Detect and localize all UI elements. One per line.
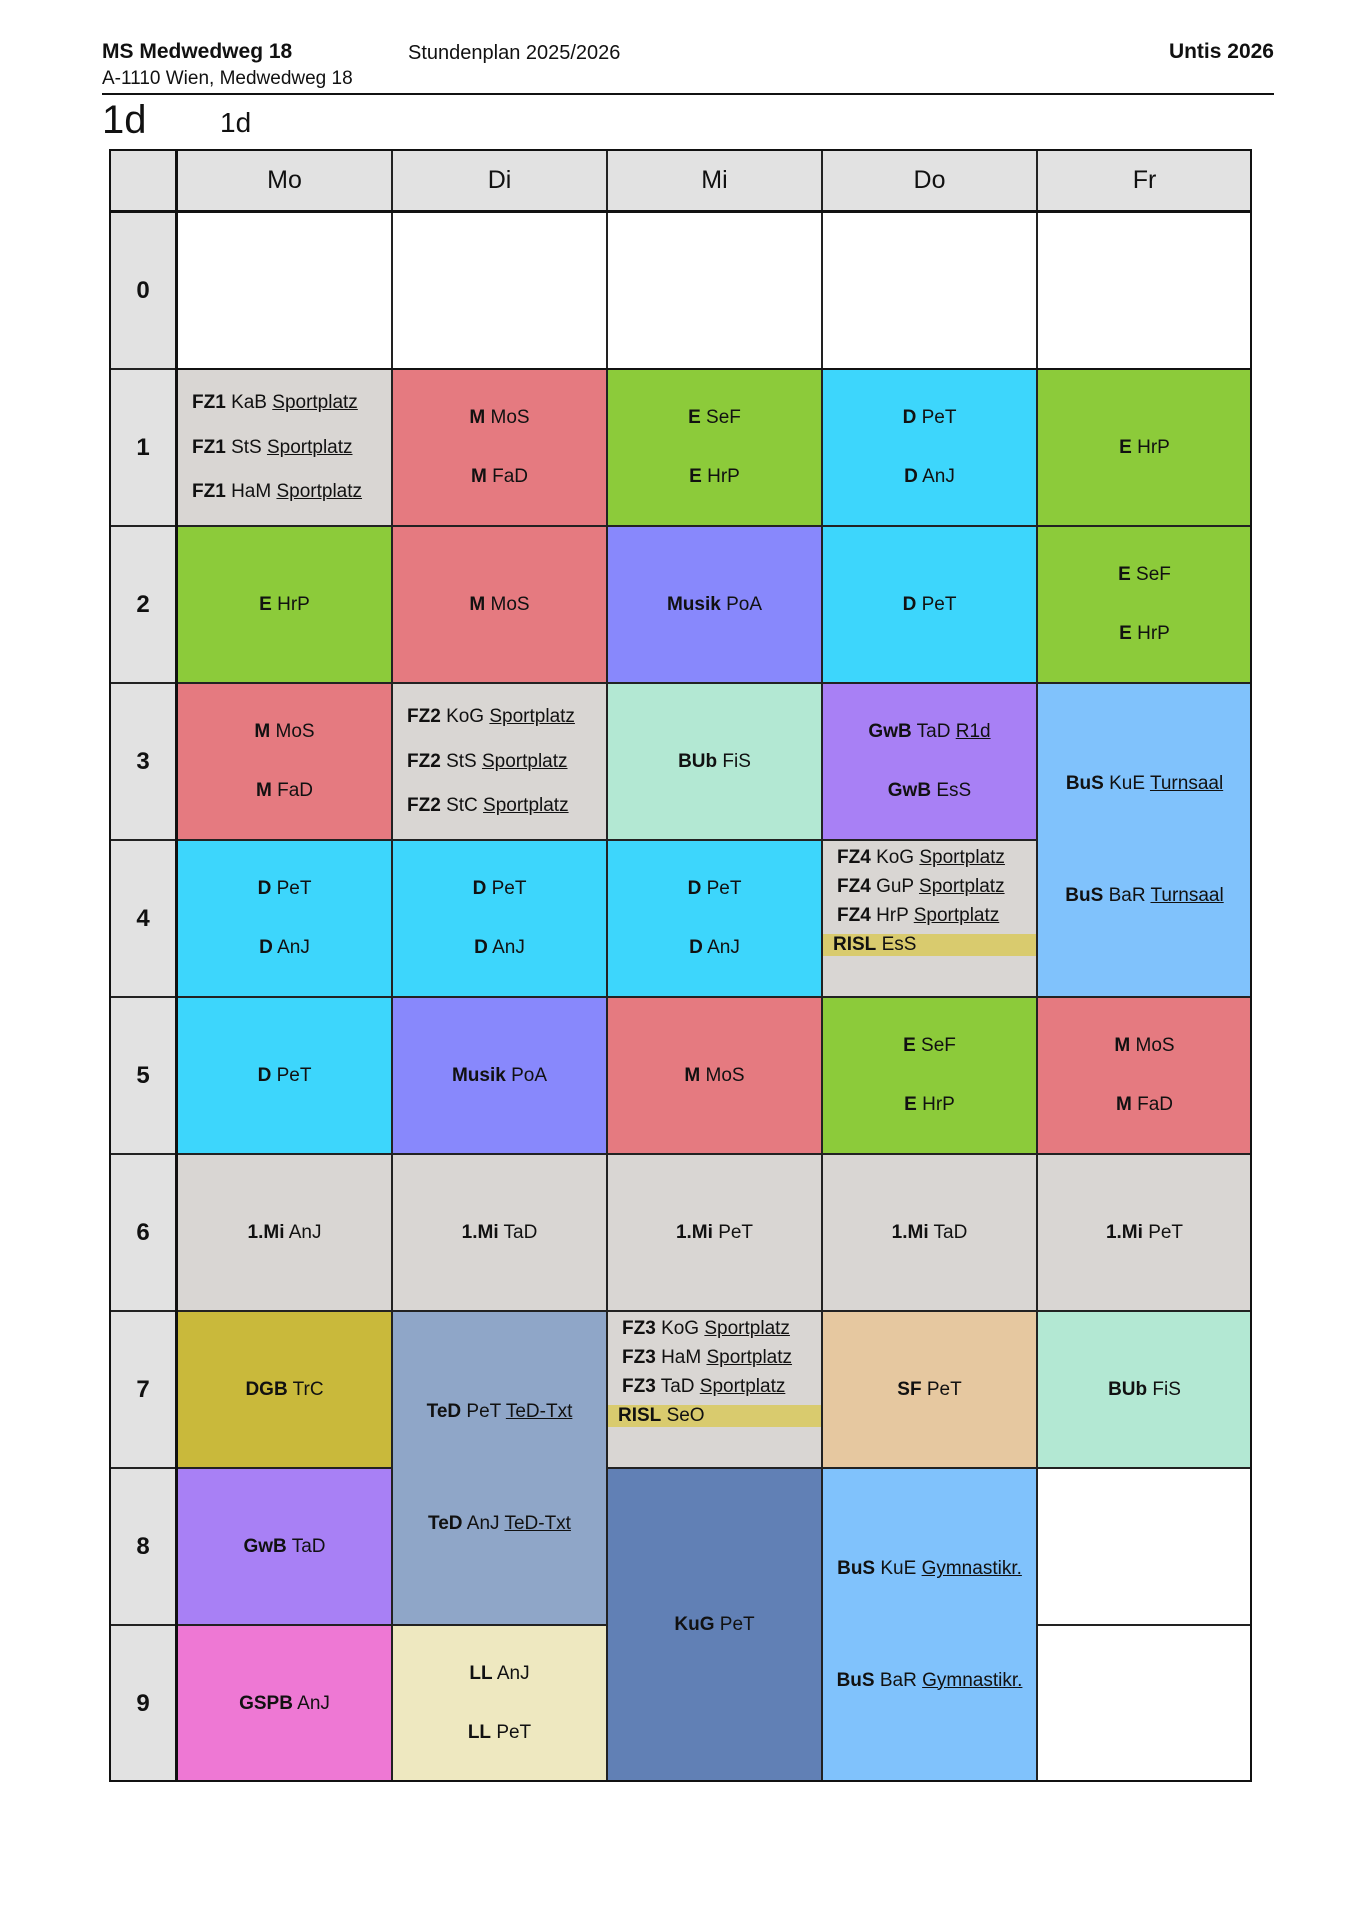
teacher-code: AnJ: [922, 466, 955, 487]
teacher-code: StS: [446, 750, 477, 772]
lesson-entry: [471, 466, 528, 488]
subject-code: SF: [897, 1378, 922, 1400]
room-link[interactable]: Turnsaal: [1149, 773, 1224, 795]
lesson-entry: [837, 876, 1005, 898]
subject-code: D: [902, 593, 917, 615]
school-address: A-1110 Wien, Medwedweg 18: [102, 68, 353, 89]
lesson-entry: [469, 594, 529, 616]
teacher-code: HaM: [231, 480, 272, 502]
teacher-code: GuP: [876, 876, 914, 897]
teacher-code: PeT: [466, 1401, 501, 1423]
empty-slot: [607, 212, 822, 369]
grid-corner: [109, 149, 177, 212]
lesson-entry: [239, 1693, 330, 1715]
subject-code: RISL: [833, 934, 877, 955]
subject-code: FZ4: [837, 905, 871, 926]
subject-code: D: [902, 407, 917, 428]
room-link[interactable]: Sportplatz: [704, 1318, 790, 1339]
lesson-entry: [897, 1379, 961, 1401]
lesson-cell: [177, 1154, 392, 1311]
subject-code: FZ3: [622, 1376, 656, 1397]
teacher-code: PeT: [921, 593, 957, 615]
lesson-entry: [407, 795, 569, 817]
lesson-entry: [1114, 1035, 1174, 1057]
teacher-code: AnJ: [492, 937, 525, 958]
lesson-entry: [1119, 623, 1170, 645]
lesson-entry: [868, 721, 990, 743]
teacher-code: AnJ: [277, 937, 310, 958]
class-title: 1d: [102, 98, 147, 142]
lesson-cell: [177, 997, 392, 1154]
subject-code: FZ1: [192, 392, 226, 414]
teacher-code: PoA: [726, 593, 763, 615]
lesson-cell: [392, 1154, 607, 1311]
lesson-entry: [689, 466, 740, 488]
teacher-code: AnJ: [496, 1663, 530, 1684]
lesson-entry: [469, 1663, 529, 1685]
subject-code: BUb: [1108, 1378, 1148, 1400]
lesson-entry: [259, 937, 310, 959]
teacher-code: AnJ: [297, 1692, 330, 1714]
subject-code: 1.Mi: [891, 1221, 929, 1243]
teacher-code: FiS: [1152, 1378, 1181, 1400]
empty-slot: [1037, 1468, 1252, 1625]
lesson-entry: [667, 594, 762, 616]
lesson-entry: [256, 780, 313, 802]
lesson-cell: [607, 683, 822, 840]
teacher-code: AnJ: [288, 1221, 322, 1243]
subject-code: TeD: [426, 1401, 462, 1423]
subject-code: GSPB: [239, 1692, 293, 1714]
teacher-code: PeT: [491, 878, 527, 899]
subject-code: 1.Mi: [675, 1221, 713, 1243]
teacher-code: PoA: [511, 1064, 548, 1086]
lesson-cell: [607, 526, 822, 683]
lesson-cell: [607, 840, 822, 997]
room-link[interactable]: Sportplatz: [276, 480, 363, 502]
teacher-code: AnJ: [707, 937, 740, 958]
lesson-entry: [192, 392, 358, 414]
lesson-entry: [674, 1614, 754, 1636]
teacher-code: TaD: [933, 1221, 968, 1243]
lesson-cell: [177, 526, 392, 683]
teacher-code: SeF: [706, 407, 741, 428]
subject-code: M: [254, 721, 271, 742]
subject-code: Musik: [451, 1064, 506, 1086]
lesson-cell: [1037, 997, 1252, 1154]
subject-code: D: [472, 878, 487, 899]
subject-code: LL: [469, 1663, 493, 1684]
subject-code: D: [687, 878, 702, 899]
lesson-cell: [607, 369, 822, 526]
room-link[interactable]: Sportplatz: [266, 436, 353, 458]
subject-code: BuS: [1065, 773, 1104, 795]
teacher-code: AnJ: [466, 1512, 500, 1534]
subject-code: Musik: [666, 593, 721, 615]
lesson-cell: [1037, 683, 1252, 997]
lesson-cell: [177, 1311, 392, 1468]
lesson-cell: [822, 369, 1037, 526]
subject-code: 1.Mi: [461, 1221, 499, 1243]
subject-code: FZ3: [622, 1318, 656, 1339]
lesson-entry: [622, 1347, 792, 1369]
lesson-entry: [684, 1065, 744, 1087]
lesson-entry: [428, 1513, 571, 1535]
lesson-cell: [392, 369, 607, 526]
teacher-code: SeF: [1136, 564, 1171, 585]
teacher-code: SeF: [921, 1035, 956, 1056]
teacher-code: PeT: [926, 1378, 962, 1400]
teacher-code: FaD: [1137, 1094, 1173, 1115]
subject-code: BUb: [678, 750, 718, 772]
teacher-code: KoG: [876, 847, 915, 868]
lesson-cell: [1037, 369, 1252, 526]
lesson-entry: [427, 1401, 573, 1423]
room-link[interactable]: Sportplatz: [699, 1376, 786, 1397]
lesson-entry: [407, 751, 568, 773]
teacher-code: KoG: [446, 706, 485, 728]
teacher-code: KuE: [880, 1558, 917, 1580]
subject-code: RISL: [618, 1405, 662, 1426]
lesson-entry: [892, 1222, 968, 1244]
subject-code: D: [689, 937, 703, 958]
lesson-entry: [462, 1222, 538, 1244]
teacher-code: FiS: [722, 750, 751, 772]
teacher-code: TaD: [291, 1535, 326, 1557]
lesson-entry: [243, 1536, 325, 1558]
lesson-entry: [259, 594, 310, 616]
lesson-entry: [689, 937, 740, 959]
teacher-code: BaR: [1108, 884, 1146, 906]
teacher-code: MoS: [275, 721, 315, 742]
lesson-cell: [177, 683, 392, 840]
lesson-cell: [177, 1625, 392, 1782]
school-name: MS Medwedweg 18: [102, 40, 293, 63]
lesson-entry: [837, 847, 1005, 869]
room-link[interactable]: Sportplatz: [913, 905, 1000, 926]
lesson-cell: [392, 683, 607, 840]
teacher-code: EsS: [881, 934, 917, 955]
lesson-entry: [837, 1558, 1022, 1580]
teacher-code: KaB: [231, 392, 267, 414]
teacher-code: HrP: [707, 466, 740, 487]
lesson-cell: [607, 1311, 822, 1468]
software-label: Untis 2026: [1168, 40, 1274, 63]
lesson-entry: [248, 1222, 322, 1244]
room-link[interactable]: Sportplatz: [489, 706, 575, 728]
lesson-entry: [688, 407, 741, 429]
lesson-entry: [469, 407, 529, 429]
period-header-3: 3: [109, 683, 177, 840]
room-link[interactable]: Sportplatz: [919, 847, 1005, 868]
lesson-cell: [392, 840, 607, 997]
subject-code: DGB: [245, 1378, 288, 1400]
lesson-cell: [607, 997, 822, 1154]
subject-code: BuS: [836, 1669, 875, 1691]
lesson-entry: [1106, 1222, 1183, 1244]
subject-code: FZ2: [407, 706, 441, 728]
lesson-entry: [1119, 437, 1170, 459]
teacher-code: StS: [231, 436, 262, 458]
subject-code: 1.Mi: [247, 1221, 285, 1243]
lesson-cell: [392, 1625, 607, 1782]
lesson-entry: [888, 780, 971, 802]
lesson-entry: [1066, 773, 1223, 795]
teacher-code: TrC: [292, 1378, 324, 1400]
lesson-entry: [688, 878, 742, 900]
lesson-cell: [392, 1311, 607, 1625]
class-subtitle: 1d: [220, 107, 252, 138]
empty-slot: [1037, 1625, 1252, 1782]
subject-code: GwB: [887, 780, 932, 801]
period-header-5: 5: [109, 997, 177, 1154]
teacher-code: PeT: [719, 1614, 755, 1635]
subject-code: KuG: [674, 1614, 715, 1635]
lesson-entry: [1108, 1379, 1181, 1401]
teacher-code: StC: [446, 794, 478, 816]
subject-code: TeD: [428, 1512, 463, 1534]
lesson-entry: [903, 594, 957, 616]
teacher-code: HaM: [661, 1347, 702, 1368]
subject-code: E: [904, 1094, 917, 1115]
subject-code: E: [259, 593, 272, 615]
header-row-separator: [109, 210, 1252, 213]
lesson-cell: [1037, 1154, 1252, 1311]
teacher-code: PeT: [921, 407, 957, 428]
lesson-cell: [822, 997, 1037, 1154]
teacher-code: FaD: [277, 780, 313, 801]
lesson-entry: [903, 407, 957, 429]
subject-code: LL: [467, 1722, 492, 1743]
room-link[interactable]: Sportplatz: [483, 794, 569, 816]
lesson-entry: [622, 1376, 785, 1398]
room-link[interactable]: Sportplatz: [272, 392, 358, 414]
lesson-entry: [678, 751, 751, 773]
empty-slot: [392, 212, 607, 369]
lesson-entry: [254, 721, 314, 743]
subject-code: FZ2: [407, 794, 441, 816]
subject-code: 1.Mi: [1105, 1221, 1143, 1243]
teacher-code: PeT: [1148, 1221, 1184, 1243]
lesson-entry: [245, 1379, 323, 1401]
lesson-cell: [822, 1468, 1037, 1782]
lesson-entry: [474, 937, 525, 959]
period-header-9: 9: [109, 1625, 177, 1782]
teacher-code: HrP: [922, 1094, 955, 1115]
lesson-entry: [452, 1065, 547, 1087]
subject-code: GwB: [868, 721, 912, 742]
day-header-do: Do: [822, 149, 1037, 212]
subject-code: E: [1119, 623, 1132, 644]
subject-code: D: [257, 1064, 272, 1086]
room-link[interactable]: Gymnastikr.: [921, 1558, 1022, 1580]
day-header-mi: Mi: [607, 149, 822, 212]
teacher-code: SeO: [666, 1405, 705, 1426]
teacher-code: FaD: [492, 466, 528, 487]
teacher-code: HrP: [1137, 623, 1170, 644]
lesson-cell: [177, 369, 392, 526]
subject-code: E: [688, 407, 701, 428]
lesson-cell: [607, 1468, 822, 1782]
empty-slot: [1037, 212, 1252, 369]
teacher-code: KoG: [661, 1318, 700, 1339]
teacher-code: HrP: [1137, 436, 1170, 458]
teacher-code: TaD: [660, 1376, 695, 1397]
header-divider: [102, 93, 1274, 95]
lesson-cell: [822, 1154, 1037, 1311]
period-header-1: 1: [109, 369, 177, 526]
teacher-code: TaD: [503, 1221, 538, 1243]
lesson-entry: [192, 437, 353, 459]
room-link[interactable]: Turnsaal: [1150, 884, 1224, 906]
period-header-2: 2: [109, 526, 177, 683]
document-title: Stundenplan 2025/2026: [408, 42, 621, 64]
teacher-code: MoS: [705, 1064, 745, 1086]
period-header-0: 0: [109, 212, 177, 369]
subject-code: M: [684, 1064, 701, 1086]
teacher-code: EsS: [936, 780, 972, 801]
period-header-7: 7: [109, 1311, 177, 1468]
room-link[interactable]: Gymnastikr.: [922, 1669, 1023, 1691]
subject-code: E: [1118, 564, 1131, 585]
subject-code: D: [257, 878, 272, 899]
lesson-cell: [1037, 526, 1252, 683]
subject-code: BuS: [837, 1558, 876, 1580]
subject-code: M: [255, 780, 272, 801]
lesson-entry: [192, 481, 362, 503]
period-zero-separator: [177, 368, 1252, 370]
teacher-code: MoS: [490, 593, 530, 615]
lesson-cell: [607, 1154, 822, 1311]
subject-code: M: [1114, 1035, 1131, 1056]
lesson-entry: [837, 1670, 1023, 1692]
teacher-code: MoS: [1135, 1035, 1175, 1056]
teacher-code: PeT: [276, 1064, 312, 1086]
room-link[interactable]: R1d: [955, 721, 991, 742]
lesson-cell: [822, 1311, 1037, 1468]
lesson-cell: [822, 683, 1037, 840]
period-header-4: 4: [109, 840, 177, 997]
subject-code: D: [474, 937, 488, 958]
subject-code: FZ4: [837, 876, 871, 897]
day-header-di: Di: [392, 149, 607, 212]
lesson-cell: [177, 1468, 392, 1625]
lesson-entry: [1065, 885, 1223, 907]
subject-code: E: [1119, 436, 1132, 458]
subject-code: FZ1: [192, 480, 226, 502]
lesson-cell: [1037, 1311, 1252, 1468]
teacher-code: TaD: [916, 721, 951, 742]
subject-code: GwB: [243, 1535, 287, 1557]
subject-code: D: [904, 466, 918, 487]
room-link[interactable]: TeD-Txt: [505, 1401, 573, 1423]
teacher-code: HrP: [277, 593, 310, 615]
empty-slot: [822, 212, 1037, 369]
lesson-entry: [258, 878, 312, 900]
subject-code: M: [470, 466, 487, 487]
subject-code: FZ3: [622, 1347, 656, 1368]
subject-code: D: [259, 937, 273, 958]
lesson-entry: [823, 934, 1036, 956]
lesson-entry: [407, 706, 575, 728]
header-column-separator: [175, 149, 178, 1782]
subject-code: M: [469, 593, 486, 615]
lesson-entry: [258, 1065, 312, 1087]
room-link[interactable]: Sportplatz: [919, 876, 1005, 897]
lesson-entry: [473, 878, 527, 900]
teacher-code: MoS: [490, 407, 530, 428]
lesson-entry: [1118, 564, 1171, 586]
subject-code: E: [689, 466, 702, 487]
lesson-entry: [837, 905, 999, 927]
lesson-entry: [1116, 1094, 1173, 1116]
lesson-cell: [392, 526, 607, 683]
lesson-entry: [904, 466, 955, 488]
subject-code: E: [903, 1035, 916, 1056]
teacher-code: KuE: [1109, 773, 1146, 795]
empty-slot: [177, 212, 392, 369]
lesson-entry: [904, 1094, 955, 1116]
period-header-6: 6: [109, 1154, 177, 1311]
room-link[interactable]: TeD-Txt: [504, 1512, 571, 1534]
subject-code: FZ1: [192, 436, 226, 458]
lesson-entry: [903, 1035, 956, 1057]
subject-code: FZ2: [407, 750, 441, 772]
room-link[interactable]: Sportplatz: [481, 750, 568, 772]
lesson-cell: [177, 840, 392, 997]
subject-code: BuS: [1065, 884, 1104, 906]
lesson-entry: [608, 1405, 821, 1427]
lesson-cell: [822, 526, 1037, 683]
teacher-code: HrP: [876, 905, 909, 926]
teacher-code: BaR: [879, 1669, 917, 1691]
room-link[interactable]: Sportplatz: [706, 1347, 793, 1368]
teacher-code: PeT: [496, 1722, 532, 1743]
period-header-8: 8: [109, 1468, 177, 1625]
subject-code: M: [469, 407, 486, 428]
subject-code: M: [1115, 1094, 1132, 1115]
teacher-code: PeT: [718, 1221, 754, 1243]
lesson-cell: [822, 840, 1037, 997]
lesson-cell: [392, 997, 607, 1154]
subject-code: FZ4: [837, 847, 871, 868]
teacher-code: PeT: [706, 878, 742, 899]
day-header-fr: Fr: [1037, 149, 1252, 212]
teacher-code: PeT: [276, 878, 312, 899]
day-header-mo: Mo: [177, 149, 392, 212]
lesson-entry: [468, 1722, 531, 1744]
lesson-entry: [676, 1222, 753, 1244]
lesson-entry: [622, 1318, 790, 1340]
